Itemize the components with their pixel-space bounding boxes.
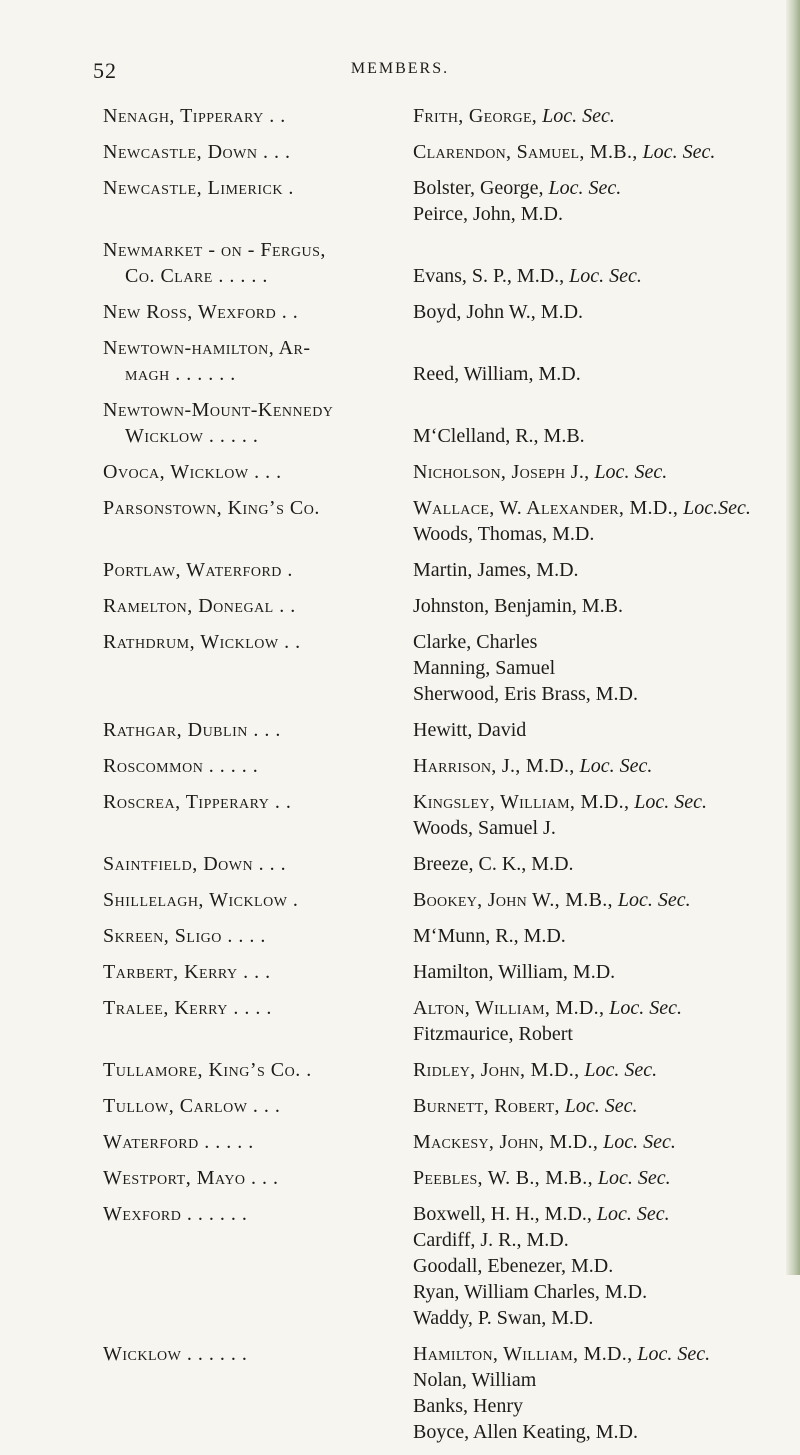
member-name bbox=[413, 1253, 800, 1279]
place-name bbox=[103, 1093, 483, 1119]
running-head: MEMBERS. bbox=[350, 60, 450, 77]
place-line: Saintfield, Down . . . bbox=[103, 853, 287, 875]
list-item bbox=[0, 717, 800, 751]
local-secretary-label: Loc. Sec. bbox=[591, 1203, 670, 1225]
local-secretary-label: Loc. Sec. bbox=[604, 997, 683, 1019]
place-name bbox=[103, 557, 483, 583]
place-line: Newtown-Mount-Kennedy bbox=[103, 399, 334, 421]
place-name bbox=[103, 851, 483, 877]
local-secretary-label: Loc.Sec. bbox=[678, 497, 751, 519]
list-item bbox=[0, 1057, 800, 1091]
member-name-text: Clarendon, Samuel, M.B., bbox=[413, 141, 638, 163]
place-line: Tullow, Carlow . . . bbox=[103, 1095, 281, 1117]
list-item bbox=[0, 629, 800, 715]
place-line: Rathgar, Dublin . . . bbox=[103, 719, 281, 741]
member-name-text: Boyce, Allen Keating, M.D. bbox=[413, 1421, 638, 1443]
local-secretary-label: Loc. Sec. bbox=[632, 1343, 711, 1365]
list-item bbox=[0, 397, 800, 457]
local-secretary-label: Loc. Sec. bbox=[564, 265, 642, 287]
list-item bbox=[0, 1129, 800, 1163]
member-name bbox=[413, 521, 800, 547]
place-line: Newcastle, Down . . . bbox=[103, 141, 291, 163]
member-name bbox=[413, 1227, 800, 1253]
place-line: Wicklow . . . . . . bbox=[103, 1343, 248, 1365]
place-name bbox=[103, 959, 483, 985]
place-name bbox=[103, 237, 483, 289]
member-name-text: Martin, James, M.D. bbox=[413, 559, 579, 581]
place-line: New Ross, Wexford . . bbox=[103, 301, 299, 323]
member-name-text: Waddy, P. Swan, M.D. bbox=[413, 1307, 594, 1329]
list-item bbox=[0, 175, 800, 235]
place-line: Wicklow . . . . . bbox=[125, 425, 259, 447]
member-name-text: Cardiff, J. R., M.D. bbox=[413, 1229, 569, 1251]
member-name-text: Frith, George, bbox=[413, 105, 538, 127]
place-line: Roscommon . . . . . bbox=[103, 755, 259, 777]
list-item bbox=[0, 1165, 800, 1199]
place-name bbox=[103, 995, 483, 1021]
member-name-text: Burnett, Robert, bbox=[413, 1095, 560, 1117]
list-item bbox=[0, 959, 800, 993]
list-item bbox=[0, 995, 800, 1055]
local-secretary-label: Loc. Sec. bbox=[559, 1095, 638, 1117]
list-item bbox=[0, 1093, 800, 1127]
place-line: Tullamore, King’s Co. . bbox=[103, 1059, 312, 1081]
member-name-text: Peebles, W. B., M.B., bbox=[413, 1167, 593, 1189]
place-line: Shillelagh, Wicklow . bbox=[103, 889, 299, 911]
member-name-text: Woods, Thomas, M.D. bbox=[413, 523, 595, 545]
member-name-text: Hewitt, David bbox=[413, 719, 527, 741]
place-name bbox=[103, 887, 483, 913]
place-name bbox=[103, 459, 483, 485]
place-line: Skreen, Sligo . . . . bbox=[103, 925, 266, 947]
list-item bbox=[0, 1341, 800, 1453]
place-name bbox=[103, 299, 483, 325]
member-name-text: Goodall, Ebenezer, M.D. bbox=[413, 1255, 614, 1277]
place-line: Rathdrum, Wicklow . . bbox=[103, 631, 301, 653]
local-secretary-label: Loc. Sec. bbox=[574, 755, 653, 777]
place-name bbox=[103, 335, 483, 387]
list-item bbox=[0, 851, 800, 885]
member-name-text: Manning, Samuel bbox=[413, 657, 556, 679]
place-line: Newcastle, Limerick . bbox=[103, 177, 294, 199]
local-secretary-label: Loc. Sec. bbox=[637, 141, 716, 163]
local-secretary-label: Loc. Sec. bbox=[543, 177, 622, 199]
member-name-text: Nicholson, Joseph J., bbox=[413, 461, 590, 483]
member-name-text: Harrison, J., M.D., bbox=[413, 755, 575, 777]
list-item bbox=[0, 335, 800, 395]
place-name bbox=[103, 139, 483, 165]
local-secretary-label: Loc. Sec. bbox=[629, 791, 708, 813]
member-name-text: Bolster, George, bbox=[413, 177, 544, 199]
list-item bbox=[0, 237, 800, 297]
member-name-text: Breeze, C. K., M.D. bbox=[413, 853, 574, 875]
list-item bbox=[0, 593, 800, 627]
place-line: Ovoca, Wicklow . . . bbox=[103, 461, 282, 483]
local-secretary-label: Loc. Sec. bbox=[589, 461, 668, 483]
place-line: Newmarket - on - Fergus, bbox=[103, 239, 326, 261]
list-item bbox=[0, 753, 800, 787]
member-name-text: Nolan, William bbox=[413, 1369, 537, 1391]
place-name bbox=[103, 175, 483, 201]
member-name bbox=[413, 1367, 800, 1393]
place-name bbox=[103, 103, 483, 129]
member-name-text: Johnston, Benjamin, M.B. bbox=[413, 595, 624, 617]
page-number: 52 bbox=[93, 58, 117, 83]
place-line: Waterford . . . . . bbox=[103, 1131, 254, 1153]
list-item bbox=[0, 789, 800, 849]
member-name bbox=[413, 201, 800, 227]
place-name bbox=[103, 593, 483, 619]
list-item bbox=[0, 459, 800, 493]
place-line: Roscrea, Tipperary . . bbox=[103, 791, 292, 813]
place-line: Co. Clare . . . . . bbox=[125, 265, 268, 287]
list-item bbox=[0, 923, 800, 957]
member-name-text: Hamilton, William, M.D. bbox=[413, 961, 616, 983]
member-name bbox=[413, 1279, 800, 1305]
member-name-text: Evans, S. P., M.D., bbox=[413, 265, 565, 287]
member-name-text: Banks, Henry bbox=[413, 1395, 523, 1417]
member-name-text: M‘Munn, R., M.D. bbox=[413, 925, 566, 947]
local-secretary-label: Loc. Sec. bbox=[592, 1167, 671, 1189]
local-secretary-label: Loc. Sec. bbox=[598, 1131, 676, 1153]
member-name-text: Sherwood, Eris Brass, M.D. bbox=[413, 683, 638, 705]
member-name bbox=[413, 1305, 800, 1331]
local-secretary-label: Loc. Sec. bbox=[579, 1059, 658, 1081]
place-name bbox=[103, 923, 483, 949]
member-name-text: Kingsley, William, M.D., bbox=[413, 791, 630, 813]
member-name-text: Fitzmaurice, Robert bbox=[413, 1023, 573, 1045]
list-item bbox=[0, 299, 800, 333]
member-name-text: Hamilton, William, M.D., bbox=[413, 1343, 633, 1365]
place-line: Tralee, Kerry . . . . bbox=[103, 997, 272, 1019]
place-name bbox=[103, 1129, 483, 1155]
place-line: Ramelton, Donegal . . bbox=[103, 595, 296, 617]
list-item bbox=[0, 1201, 800, 1339]
place-line: Parsonstown, King’s Co. bbox=[103, 497, 320, 519]
list-item bbox=[0, 495, 800, 555]
place-line: Westport, Mayo . . . bbox=[103, 1167, 279, 1189]
local-secretary-label: Loc. Sec. bbox=[537, 105, 615, 127]
member-name-text: Ryan, William Charles, M.D. bbox=[413, 1281, 648, 1303]
member-name-text: Mackesy, John, M.D., bbox=[413, 1131, 599, 1153]
place-name bbox=[103, 1341, 483, 1367]
member-name-text: Boyd, John W., M.D. bbox=[413, 301, 584, 323]
member-name-text: Reed, William, M.D. bbox=[413, 363, 581, 385]
list-item bbox=[0, 139, 800, 173]
place-line: magh . . . . . . bbox=[125, 363, 236, 385]
place-name bbox=[103, 753, 483, 779]
place-name bbox=[103, 1165, 483, 1191]
place-line: Portlaw, Waterford . bbox=[103, 559, 293, 581]
member-name bbox=[413, 815, 800, 841]
member-name-text: Woods, Samuel J. bbox=[413, 817, 556, 839]
place-line: Nenagh, Tipperary . . bbox=[103, 105, 286, 127]
list-item bbox=[0, 103, 800, 137]
list-item bbox=[0, 557, 800, 591]
member-name-text: Bookey, John W., M.B., bbox=[413, 889, 613, 911]
place-name bbox=[103, 1201, 483, 1227]
member-name-text: Clarke, Charles bbox=[413, 631, 538, 653]
member-name bbox=[413, 1393, 800, 1419]
list-item bbox=[0, 887, 800, 921]
member-name-text: Alton, William, M.D., bbox=[413, 997, 605, 1019]
member-name bbox=[413, 655, 800, 681]
member-name-text: Ridley, John, M.D., bbox=[413, 1059, 580, 1081]
member-name-text: Peirce, John, M.D. bbox=[413, 203, 563, 225]
local-secretary-label: Loc. Sec. bbox=[612, 889, 691, 911]
place-name bbox=[103, 1057, 483, 1083]
member-name-text: M‘Clelland, R., M.B. bbox=[413, 425, 585, 447]
member-name-text: Boxwell, H. H., M.D., bbox=[413, 1203, 592, 1225]
place-name bbox=[103, 789, 483, 815]
place-line: Wexford . . . . . . bbox=[103, 1203, 248, 1225]
place-line: Tarbert, Kerry . . . bbox=[103, 961, 271, 983]
member-name bbox=[413, 1419, 800, 1445]
member-name bbox=[413, 1021, 800, 1047]
place-name bbox=[103, 629, 483, 655]
place-name bbox=[103, 717, 483, 743]
member-list bbox=[0, 103, 800, 1455]
member-name bbox=[413, 681, 800, 707]
member-name-text: Wallace, W. Alexander, M.D., bbox=[413, 497, 679, 519]
place-line: Newtown-hamilton, Ar- bbox=[103, 337, 311, 359]
place-name bbox=[103, 397, 483, 449]
place-name bbox=[103, 495, 483, 521]
